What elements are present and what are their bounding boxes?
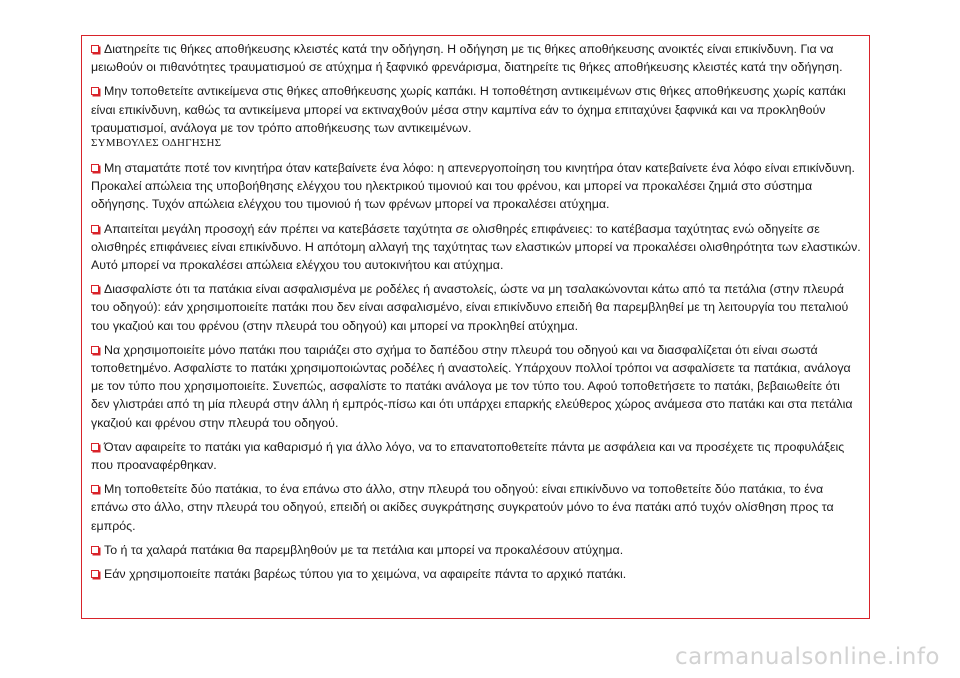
section-heading: ΣΥΜΒΟΥΛΕΣ ΟΔΗΓΗΣΗΣ <box>91 137 222 150</box>
paragraph-text: Μη τοποθετείτε δύο πατάκια, το ένα επάνω στο άλλο, στην πλευρά του οδηγού: είναι επικίνδυνο να τοποθετείτε δύο πατάκια, το ένα επάνω στο άλλο, στην πλευρά του οδηγού, επειδή οι ακίδες συγκράτησης συγκρατούν μόνο το ένα πατάκι από τυχόν ολίσθηση προς τα εμπρός. <box>91 482 834 533</box>
paragraph-text: Μην τοποθετείτε αντικείμενα στις θήκες αποθήκευσης χωρίς καπάκι. Η τοποθέτηση αντικειμένων στις θήκες αποθήκευσης χωρίς καπάκι είναι επικίνδυνη, καθώς τα αντικείμενα μπορεί να εκτιναχθούν μέσα στην καμπίνα εάν το όχημα επιταχύνει ξαφνικά και να προκληθούν τραυματισμοί, ανάλογα με τον τρόπο αποθήκευσης των αντικειμένων. <box>91 84 846 135</box>
paragraph <box>91 159 861 214</box>
paragraph-text: Να χρησιμοποιείτε μόνο πατάκι που ταιριάζει στο σχήμα το δαπέδου στην πλευρά του οδηγού και να διασφαλίζεται ότι είναι σωστά τοποθετημένο. Ασφαλίστε το πατάκι χρησιμοποιώντας ροδέλες ή αναστολείς. Υπάρχουν πολλοί τρόποι να ασφαλίσετε τα πατάκια, ανάλογα με τον τύπο που χρησιμοποιείτε. Συνεπώς, ασφαλίστε το πατάκι ανάλογα με τον τύπο του. Αφού τοποθετήσετε το πατάκι, βεβαιωθείτε ότι δεν γλιστράει από τη μία πλευρά στην άλλη ή εμπρός-πίσω και ότι υπάρχει επαρκής ελεύθερος χώρος ανάμεσα στο πατάκι και στα πετάλια γκαζιού και φρένου στην πλευρά του οδηγού. <box>91 342 853 430</box>
paragraph-text: Το ή τα χαλαρά πατάκια θα παρεμβληθούν με τα πετάλια και μπορεί να προκαλέσουν ατύχημα. <box>104 542 624 557</box>
checkbox-bullet-icon <box>91 443 99 451</box>
paragraph-text: Διατηρείτε τις θήκες αποθήκευσης κλειστές κατά την οδήγηση. Η οδήγηση με τις θήκες αποθήκευσης ανοικτές είναι επικίνδυνη. Για να μειωθούν οι πιθανότητες τραυματισμού σε ατύχημα ή ξαφνικό φρενάρισμα, διατηρείτε τις θήκες αποθήκευσης κλειστές κατά την οδήγηση. <box>91 42 843 75</box>
checkbox-bullet-icon <box>91 87 99 95</box>
watermark-link[interactable]: carmanualsonline.info <box>674 644 940 670</box>
checkbox-bullet-icon <box>91 570 99 578</box>
paragraph <box>91 40 861 76</box>
checkbox-bullet-icon <box>91 164 99 172</box>
checkbox-bullet-icon <box>91 45 99 53</box>
paragraph <box>91 541 861 559</box>
paragraph <box>91 480 861 535</box>
paragraph <box>91 341 861 432</box>
paragraph-text: Εάν χρησιμοποιείτε πατάκι βαρέως τύπου για το χειμώνα, να αφαιρείτε πάντα το αρχικό πατάκι. <box>104 567 627 582</box>
checkbox-bullet-icon <box>91 225 99 233</box>
document-body <box>91 40 861 589</box>
paragraph <box>91 82 861 137</box>
paragraph <box>91 220 861 275</box>
paragraph-text: Απαιτείται μεγάλη προσοχή εάν πρέπει να κατεβάσετε ταχύτητα σε ολισθηρές επιφάνειες: το κατέβασμα ταχύτητας ενώ οδηγείτε σε ολισθηρές επιφάνειες είναι επικίνδυνο. Η απότομη αλλαγή της ταχύτητας των ελαστικών μπορεί να προκαλέσει ολισθηρότητα των ελαστικών. Αυτό μπορεί να προκαλέσει απώλεια ελέγχου του αυτοκινήτου και ατύχημα. <box>91 221 861 273</box>
paragraph-text: Μη σταματάτε ποτέ τον κινητήρα όταν κατεβαίνετε ένα λόφο: η απενεργοποίηση του κινητήρα όταν κατεβαίνετε ένα λόφο είναι επικίνδυνη. Προκαλεί απώλεια της υποβοήθησης ελέγχου του ηλεκτρικού τιμονιού και του φρένου, και μπορεί να προκαλέσει ζημιά στο σύστημα οδήγησης. Τυχόν απώλεια ελέγχου του τιμονιού ή των φρένων μπορεί να προκαλέσει ατύχημα. <box>91 161 855 212</box>
checkbox-bullet-icon <box>91 285 99 293</box>
checkbox-bullet-icon <box>91 485 99 493</box>
paragraph <box>91 280 861 335</box>
checkbox-bullet-icon <box>91 346 99 354</box>
checkbox-bullet-icon <box>91 546 99 554</box>
paragraph <box>91 438 861 474</box>
paragraph <box>91 565 861 583</box>
paragraph-text: Διασφαλίστε ότι τα πατάκια είναι ασφαλισμένα με ροδέλες ή αναστολείς, ώστε να μη τσαλακώνονται κάτω από τα πετάλια (στην πλευρά του οδηγού): εάν χρησιμοποιείτε πατάκι που δεν είναι ασφαλισμένο, είναι επικίνδυνο επειδή θα παρεμβληθεί με τη λειτουργία του πεταλιού του γκαζιού και του φρένου (στην πλευρά του οδηγού) και μπορεί να προκληθεί ατύχημα. <box>91 282 849 333</box>
paragraph-text: Όταν αφαιρείτε το πατάκι για καθαρισμό ή για άλλο λόγο, να το επανατοποθετείτε πάντα με ασφάλεια και να προσέχετε τις προφυλάξεις που προαναφέρθηκαν. <box>91 439 845 473</box>
